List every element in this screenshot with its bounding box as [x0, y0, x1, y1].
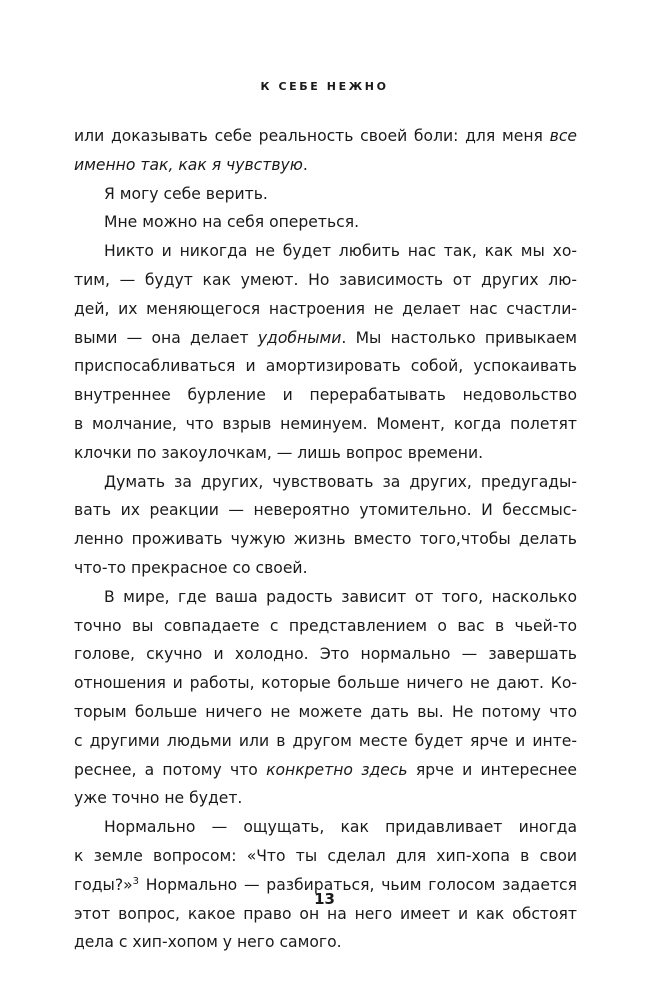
text-run: . Мы настолько привыкаем: [341, 328, 577, 347]
text-line: Мне можно на себя опереться.: [104, 213, 360, 232]
footnote-reference[interactable]: 3: [132, 875, 140, 887]
text-line: Я могу себе верить.: [104, 184, 268, 203]
page-number: 13: [314, 890, 335, 908]
text-line: [74, 324, 577, 353]
text-line: Нормально — ощущать, как придавливает иногда: [104, 818, 577, 837]
text-line: [74, 756, 577, 785]
text-line: тим, — будут как умеют. Но зависимость от других лю-: [74, 270, 577, 289]
text-line: В мире, где ваша радость зависит от того, насколько: [104, 587, 577, 606]
text-line: дела с хип-хопом у него самого.: [74, 933, 342, 952]
body-text: [74, 122, 577, 957]
text-line: что-то прекрасное со своей.: [74, 558, 308, 577]
text-line: в молчание, что взрыв неминуем. Момент, когда полетят: [74, 414, 577, 433]
text-line: дей, их меняющегося настроения не делает нас счастли-: [74, 299, 577, 318]
text-line: точно вы совпадаете с представлением о вас в чьей-то: [74, 616, 577, 635]
text-run: годы?»: [74, 875, 133, 894]
text-line: Никто и никогда не будет любить нас так, как мы хо-: [104, 242, 577, 261]
text-line: ленно проживать чужую жизнь вместо того,чтобы делать: [74, 530, 577, 549]
text-run: реснее, а потому что: [74, 760, 267, 779]
emphasis-text: именно так, как я чувствую: [74, 155, 303, 174]
running-head: К СЕБЕ НЕЖНО: [260, 80, 389, 93]
text-line: с другими людьми или в другом месте будет ярче и инте-: [74, 731, 577, 750]
text-line: [74, 151, 577, 180]
text-line: к земле вопросом: «Что ты сделал для хип-хопа в свои: [74, 846, 577, 865]
text-run: или доказывать себе реальность своей боли: для меня: [74, 127, 550, 145]
text-line: уже точно не будет.: [74, 789, 243, 808]
text-line: голове, скучно и холодно. Это нормально — завершать: [74, 645, 577, 664]
text-run: ярче и интереснее: [407, 760, 577, 779]
text-line: внутреннее бурление и перерабатывать недовольство: [74, 386, 577, 405]
text-run: выми — она делает: [74, 328, 258, 347]
emphasis-text: конкретно здесь: [266, 760, 408, 779]
text-line: этот вопрос, какое право он на него имеет и как обстоят: [74, 904, 577, 923]
emphasis-text: удобными: [257, 328, 342, 347]
text-run: .: [302, 155, 308, 174]
text-line: [74, 122, 577, 151]
text-line: клочки по закоулочкам, — лишь вопрос времени.: [74, 443, 484, 462]
text-line: приспосабливаться и амортизировать собой, успокаивать: [74, 357, 577, 376]
emphasis-text: все: [549, 127, 577, 145]
text-line: отношения и работы, которые больше ничего не дают. Ко-: [74, 674, 577, 693]
text-run: Нормально — разбираться, чьим голосом задается: [139, 875, 577, 894]
text-line: Думать за других, чувствовать за других, предугады-: [104, 472, 577, 491]
text-line: вать их реакции — невероятно утомительно. И бессмыс-: [74, 501, 577, 520]
text-line: торым больше ничего не можете дать вы. Не потому что: [74, 702, 577, 721]
